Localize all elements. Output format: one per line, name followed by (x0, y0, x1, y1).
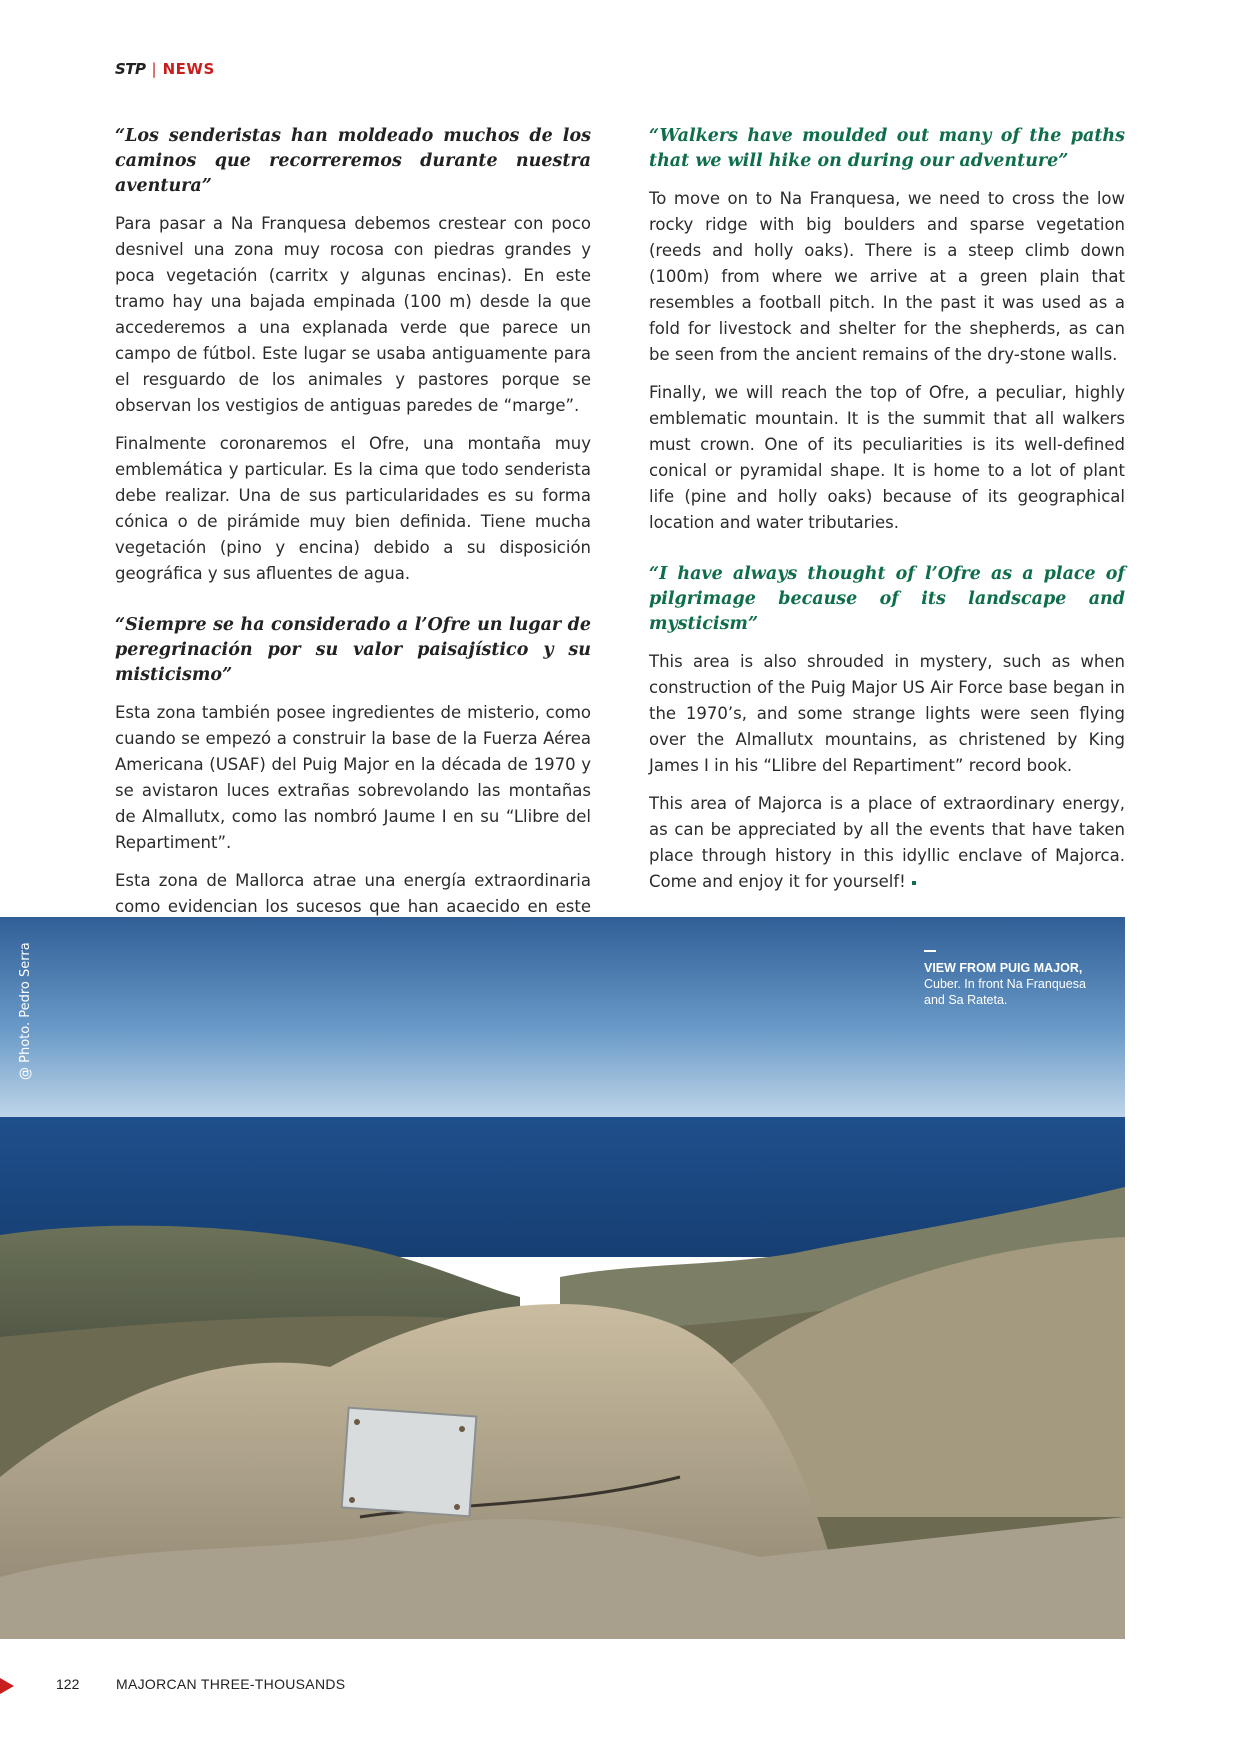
end-mark-icon (912, 881, 916, 885)
summit-plaque (342, 1408, 477, 1517)
caption-dash (924, 950, 936, 952)
page-header (115, 60, 215, 78)
photo-caption (924, 950, 1094, 1008)
paragraph-text: This area of Majorca is a place of extraordinary energy, as can be appreciated by all the events that have taken place through history in this idyllic enclave of Majorca. Come and enjoy it for yourself! (649, 794, 1125, 891)
publication-title: MAJORCAN THREE-THOUSANDS (116, 1676, 346, 1692)
english-column (649, 124, 1125, 907)
landscape-photo (0, 917, 1125, 1639)
paragraph: To move on to Na Franquesa, we need to cross the low rocky ridge with big boulders and sparse vegetation (reeds and holly oaks). There is a steep climb down (100m) from where we arrive at a green plain that resembles a football pitch. In the past it was used as a fold for livestock and shelter for the shepherds, as can be seen from the ancient remains of the dry-stone walls. (649, 189, 1125, 364)
paragraph: Finally, we will reach the top of Ofre, a peculiar, highly emblematic mountain. It is the summit that all walkers must crown. One of its peculiarities is its well-defined conical or pyramidal shape. It is home to a lot of plant life (pine and holly oaks) because of its geographical location and water tributaries. (649, 383, 1125, 532)
caption-text: Cuber. In front Na Franquesa and Sa Rateta. (924, 977, 1086, 1007)
page-footer (0, 1674, 600, 1698)
pull-quote: “Los senderistas han moldeado muchos de los caminos que recorreremos durante nuestra aventura” (115, 126, 591, 196)
footer-triangle-icon (0, 1678, 14, 1694)
spanish-column (115, 124, 591, 958)
paragraph-text: Esta zona de Mallorca atrae una energía extraordinaria como evidencian los sucesos que han acaecido en este (115, 871, 591, 916)
pull-quote: “Walkers have moulded out many of the paths that we will hike on during our adventure” (649, 126, 1125, 171)
paragraph: Esta zona también posee ingredientes de misterio, como cuando se empezó a construir la base de la Fuerza Aérea Americana (USAF) del Puig Major en la década de 1970 y se avistaron luces extrañas sobrevolando las montañas de Almallutx, como las nombró Jaume I en su “Llibre del Repartiment”. (115, 703, 591, 852)
closing-paragraph (649, 791, 1125, 895)
caption-title: VIEW FROM PUIG MAJOR, (924, 961, 1083, 975)
section-label: NEWS (162, 60, 215, 78)
paragraph: Para pasar a Na Franquesa debemos crestear con poco desnivel una zona muy rocosa con piedras grandes y poca vegetación (carritx y algunas encinas). En este tramo hay una bajada empinada (100 m) desde la que accederemos a una explanada verde que parece un campo de fútbol. Este lugar se usaba antiguamente para el resguardo de los animales y pastores porque se observan los vestigios de antiguas paredes de “marge”. (115, 214, 591, 415)
paragraph: This area is also shrouded in mystery, such as when construction of the Puig Major US Air Force base began in the 1970’s, and some strange lights were seen flying over the Almallutx mountains, as christened by King James I in his “Llibre del Repartiment” record book. (649, 652, 1125, 775)
paragraph: Finalmente coronaremos el Ofre, una montaña muy emblemática y particular. Es la cima que todo senderista debe realizar. Una de sus particularidades es su forma cónica o de pirámide muy bien definida. Tiene mucha vegetación (pino y encina) debido a su disposición geográfica y sus afluentes de agua. (115, 434, 591, 583)
mountain-view-image (0, 917, 1125, 1639)
pull-quote: “I have always thought of l’Ofre as a place of pilgrimage because of its landscape and mysticism” (649, 564, 1125, 634)
photo-credit: @ Photo. Pedro Serra (18, 942, 33, 1080)
pull-quote: “Siempre se ha considerado a l’Ofre un lugar de peregrinación por su valor paisajístico y su misticismo” (115, 615, 591, 685)
header-separator: | (151, 60, 157, 78)
page-number: 122 (56, 1676, 80, 1692)
brand-logo: STP (115, 60, 146, 78)
